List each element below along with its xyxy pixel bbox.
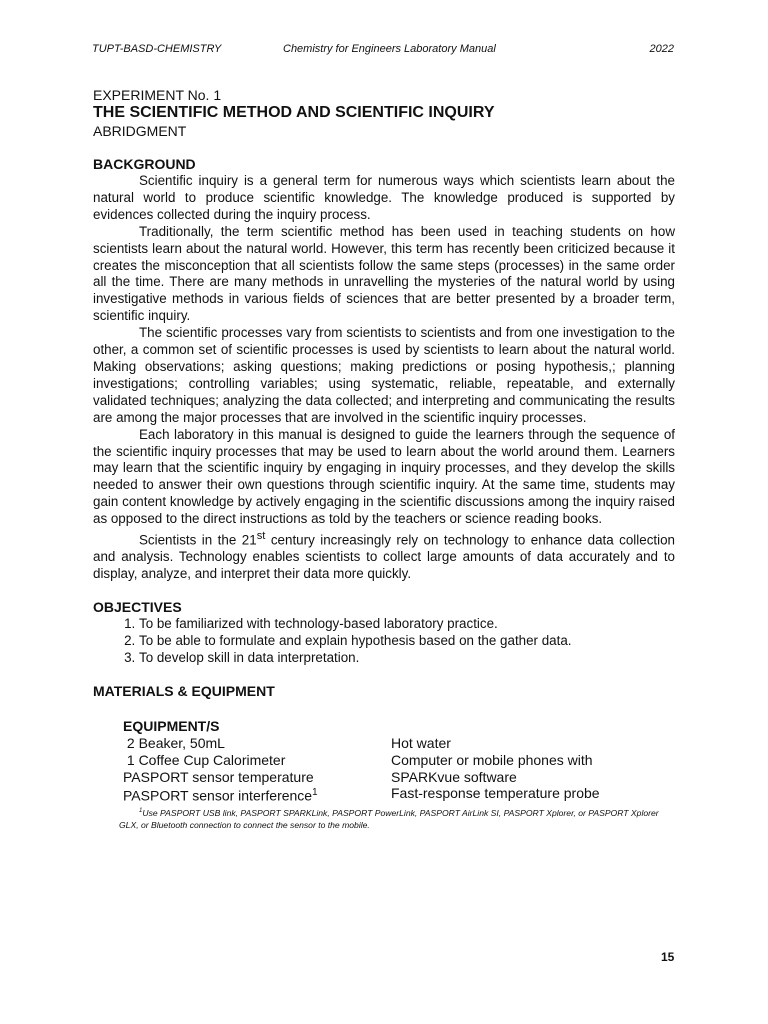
equipment-item: Computer or mobile phones with <box>391 751 593 768</box>
paragraph-text-end: century increasingly rely on technology to enhance data collection and analysis. Technology enables scientists to collect large amounts of data accurately and to display, analyze, and interpret their data more quickly. <box>93 532 675 582</box>
background-paragraph: Traditionally, the term scientific method has been used in teaching students on how scientists learn about the natural world. However, this term has recently been criticized because it creates the misconception that all scientists follow the same steps (processes) in the same order all the time. There are many methods in unravelling the mysteries of the natural world by using investigative methods in various fields of sciences that are better presented by a broader term, scientific inquiry. <box>93 223 675 324</box>
experiment-number: EXPERIMENT No. 1 <box>93 87 222 103</box>
equipment-item: 2 Beaker, 50mL <box>123 734 225 751</box>
objective-item: 3. To develop skill in data interpretation. <box>139 650 675 667</box>
paragraph-text-start: Scientists in the 21 <box>139 532 257 548</box>
equipment-item: PASPORT sensor temperature <box>123 768 314 785</box>
equipment-item: 1 Coffee Cup Calorimeter <box>123 751 286 768</box>
objectives-heading: OBJECTIVES <box>93 599 182 616</box>
footnote-mark: 1 <box>139 807 143 814</box>
page-header <box>92 43 674 57</box>
equipment-footnote <box>119 805 675 831</box>
equipment-item: Hot water <box>391 734 451 751</box>
page-number: 15 <box>661 950 675 964</box>
background-paragraph: The scientific processes vary from scientists to scientists and from one investigation to the other, a common set of scientific processes is used by scientists to learn about the natural world. Making observations; asking questions; making predictions or posing hypothesis,; planning investigations; controlling variables; using systematic, reliable, repeatable, and externally validated techniques; analyzing the data collected; and interpreting and communicating the results are among the major processes that are involved in the scientific inquiry processes. <box>93 325 675 425</box>
equipment-item <box>123 785 391 804</box>
header-year: 2022 <box>649 43 674 55</box>
header-course-code: TUPT-BASD-CHEMISTRY <box>92 43 222 55</box>
materials-heading: MATERIALS & EQUIPMENT <box>93 682 275 699</box>
header-manual-title: Chemistry for Engineers Laboratory Manual <box>283 43 496 55</box>
equipment-block <box>123 718 675 805</box>
equipment-item-text: PASPORT sensor interference <box>123 787 313 804</box>
equipment-heading: EQUIPMENT/S <box>123 717 220 734</box>
background-paragraph-technology <box>93 528 675 583</box>
ordinal-superscript: st <box>256 530 266 543</box>
equipment-list <box>123 735 675 805</box>
objectives-list <box>93 616 675 667</box>
page-content <box>93 86 675 831</box>
experiment-subtitle: ABRIDGMENT <box>93 123 187 139</box>
background-paragraph: Scientific inquiry is a general term for numerous ways which scientists learn about the natural world to produce scientific knowledge. The knowledge produced is supported by evidences collected during the inquiry process. <box>93 173 675 222</box>
objective-item: 1. To be familiarized with technology-based laboratory practice. <box>139 616 675 633</box>
background-paragraph: Each laboratory in this manual is designed to guide the learners through the sequence of the scientific inquiry processes that may be used to learn about the world around them. Learners may learn that the scientific inquiry by engaging in inquiry processes, and they develop the skills needed to answer their own questions through scientific inquiry. At the same time, students may gain content knowledge by actively engaging in the scientific discussions among the inquiry raised as opposed to the direct instructions as told by the teachers or science reading books. <box>93 426 675 527</box>
footnote-text: Use PASPORT USB link, PASPORT SPARKLink, PASPORT PowerLink, PASPORT AirLink SI, PASPORT Xplorer, or PASPORT Xplorer GLX, or Bluetooth connection to connect the sensor to the mobile. <box>119 807 659 830</box>
background-heading: BACKGROUND <box>93 156 196 172</box>
equipment-item: Fast-response temperature probe <box>391 785 600 802</box>
objective-item: 2. To be able to formulate and explain hypothesis based on the gather data. <box>139 633 675 650</box>
equipment-item: SPARKvue software <box>391 768 517 785</box>
experiment-title: THE SCIENTIFIC METHOD AND SCIENTIFIC INQUIRY <box>93 104 495 121</box>
footnote-reference: 1 <box>312 787 318 799</box>
